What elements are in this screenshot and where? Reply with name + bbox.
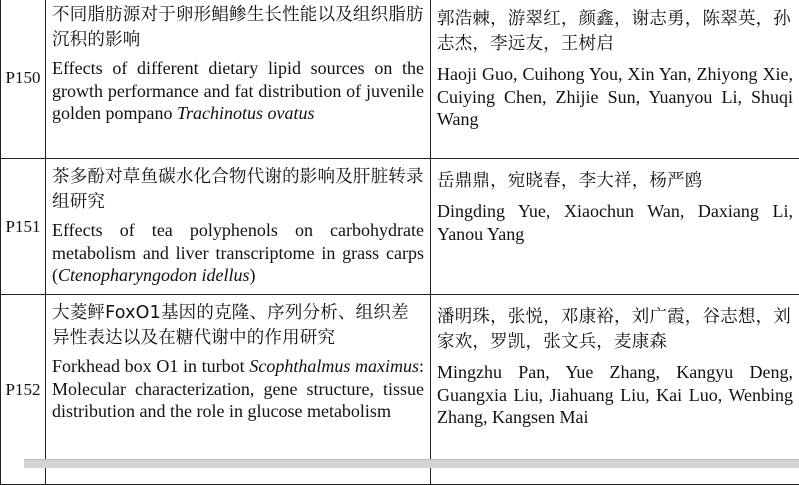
- authors-zh: 郭浩棘，游翠红，颜鑫，谢志勇，陈翠英，孙志杰，李远友，王树启: [437, 7, 793, 57]
- horizontal-scrollbar[interactable]: [24, 459, 799, 468]
- row-id: P150: [1, 0, 46, 159]
- title-zh: 茶多酚对草鱼碳水化合物代谢的影响及肝脏转录组研究: [52, 165, 424, 215]
- authors-zh: 潘明珠，张悦，邓康裕，刘广霞，谷志想，刘家欢，罗凯，张文兵，麦康森: [437, 305, 793, 355]
- authors-cell: [431, 0, 799, 159]
- row-id: P151: [1, 159, 46, 295]
- table-row: [1, 0, 799, 159]
- table-row: [1, 295, 799, 485]
- title-en-text: Effects of tea polyphenols on carbohydrate metabolism and liver transcriptome in grass carps (: [52, 220, 424, 285]
- table-row: [1, 159, 799, 295]
- title-en: [52, 57, 424, 125]
- title-en-text: Forkhead box O1 in turbot: [52, 356, 249, 376]
- authors-cell: [431, 295, 799, 485]
- title-zh: 大菱鲆FoxO1基因的克隆、序列分析、组织差异性表达以及在糖代谢中的作用研究: [52, 301, 424, 351]
- authors-zh: 岳鼎鼎，宛晓春，李大祥，杨严鸥: [437, 169, 793, 194]
- title-en-suffix: : Molecular characterization, gene structure, tissue distribution and the role in glucose metabolism: [52, 356, 424, 421]
- title-cell: [46, 295, 431, 485]
- title-cell: [46, 0, 431, 159]
- title-zh: 不同脂肪源对于卵形鲳鲹生长性能以及组织脂肪沉积的影响: [52, 3, 424, 53]
- authors-cell: [431, 159, 799, 295]
- authors-en: Haoji Guo, Cuihong You, Xin Yan, Zhiyong Xie, Cuiying Chen, Zhijie Sun, Yuanyou Li, Shuqi Wang: [437, 63, 793, 131]
- title-en-suffix: ): [250, 265, 256, 285]
- species-name: Trachinotus ovatus: [177, 103, 315, 123]
- title-en: [52, 219, 424, 287]
- title-en: [52, 355, 424, 423]
- title-en-text: Effects of different dietary lipid sources on the growth performance and fat distribution of juvenile golden pompano: [52, 58, 424, 123]
- authors-en: Dingding Yue, Xiaochun Wan, Daxiang Li, Yanou Yang: [437, 200, 793, 245]
- row-id: P152: [1, 295, 46, 485]
- authors-en: Mingzhu Pan, Yue Zhang, Kangyu Deng, Guangxia Liu, Jiahuang Liu, Kai Luo, Wenbing Zhang, Kangsen Mai: [437, 361, 793, 429]
- title-cell: [46, 159, 431, 295]
- species-name: Ctenopharyngodon idellus: [58, 265, 250, 285]
- species-name: Scophthalmus maximus: [249, 356, 419, 376]
